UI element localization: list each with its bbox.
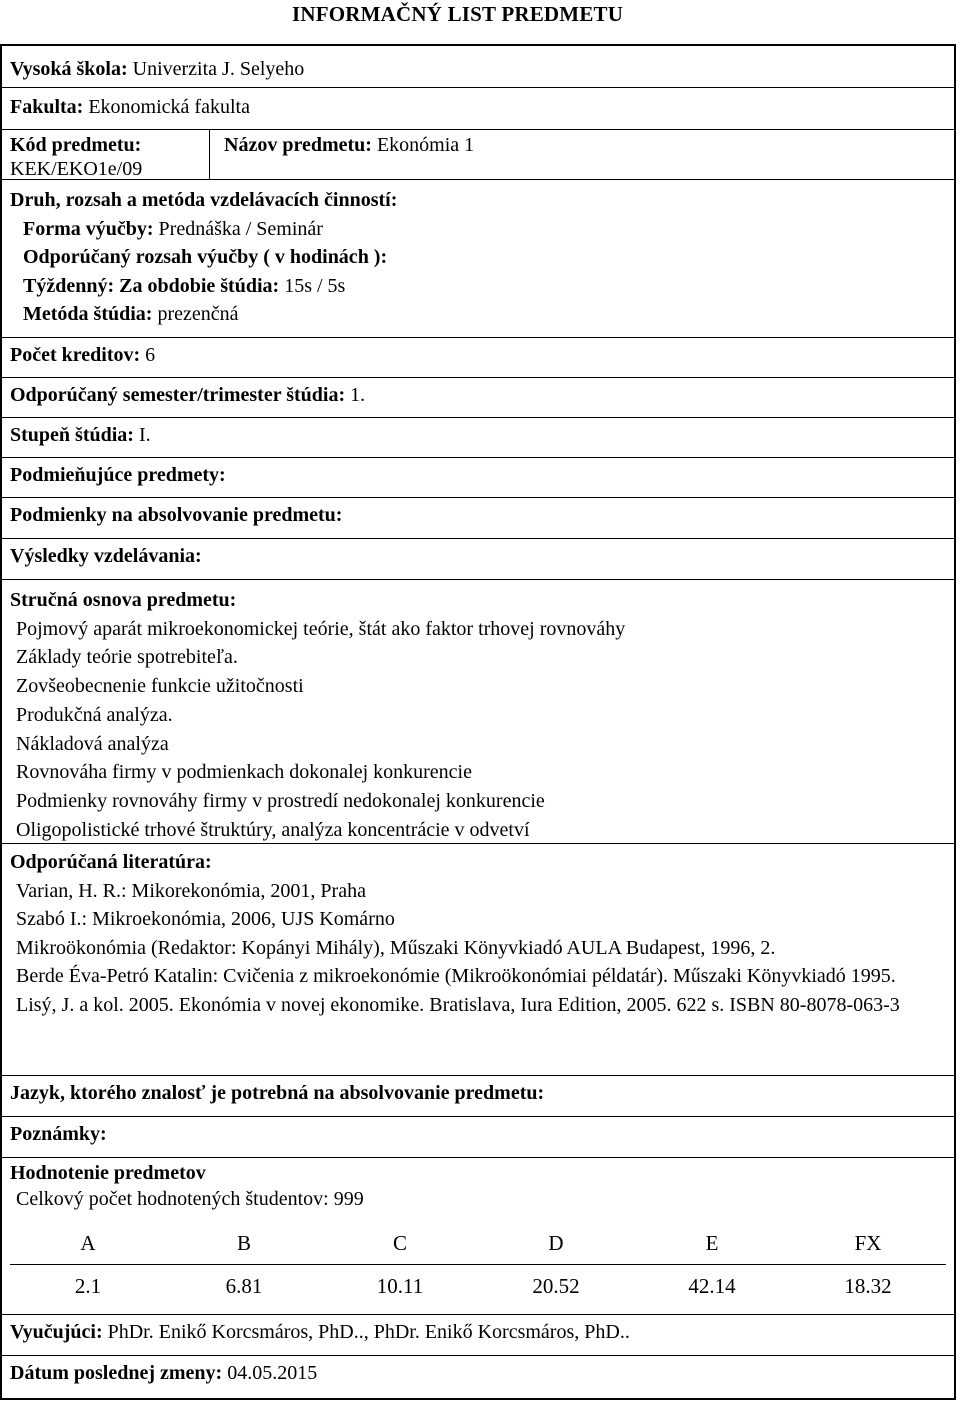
credits-value: 6 bbox=[145, 344, 156, 366]
level-row bbox=[2, 418, 954, 458]
completion-row bbox=[2, 498, 954, 539]
grade-percentage: 20.52 bbox=[532, 1273, 580, 1298]
form-label: Forma výučby: bbox=[23, 217, 154, 240]
teachers-label: Vyučujúci: bbox=[10, 1321, 103, 1343]
course-name-label: Názov predmetu: bbox=[224, 134, 372, 156]
syllabus-item: Základy teórie spotrebiteľa. bbox=[16, 646, 238, 669]
course-code-cell bbox=[2, 130, 210, 179]
literature-label: Odporúčaná literatúra: bbox=[10, 851, 212, 873]
course-code-value: KEK/EKO1e/09 bbox=[10, 158, 143, 180]
last-change-row bbox=[2, 1356, 954, 1398]
grades-table bbox=[10, 1222, 946, 1307]
teachers-value: PhDr. Enikő Korcsmáros, PhD.., PhDr. Enikő Korcsmáros, PhD.. bbox=[107, 1321, 630, 1343]
page-title: INFORMAČNÝ LIST PREDMETU bbox=[292, 2, 624, 26]
literature-item: Szabó I.: Mikroekonómia, 2006, UJS Komárno bbox=[16, 908, 395, 930]
grade-letter: D bbox=[478, 1222, 634, 1265]
level-value: I. bbox=[138, 424, 151, 446]
course-code-label: Kód predmetu: bbox=[10, 134, 142, 156]
last-change-value: 04.05.2015 bbox=[227, 1362, 318, 1384]
teachers-row bbox=[2, 1315, 954, 1356]
credits-label: Počet kreditov: bbox=[10, 344, 141, 366]
literature-item: Berde Éva-Petró Katalin: Cvičenia z mikroekonómie (Mikroökonómiai példatár). Műszaki Könyvkiadó 1995. bbox=[16, 965, 896, 987]
faculty-value: Ekonomická fakulta bbox=[88, 96, 250, 118]
course-name-cell bbox=[210, 130, 488, 179]
level-label: Stupeň štúdia: bbox=[10, 424, 134, 446]
notes-row bbox=[2, 1117, 954, 1158]
completion-label: Podmienky na absolvovanie predmetu: bbox=[10, 504, 343, 526]
grade-letter: B bbox=[166, 1222, 322, 1265]
syllabus-item: Podmienky rovnováhy firmy v prostredí nedokonalej konkurencie bbox=[16, 789, 545, 812]
activities-row bbox=[2, 180, 954, 338]
prerequisites-row bbox=[2, 458, 954, 498]
syllabus-item: Produkčná analýza. bbox=[16, 703, 173, 726]
method-line bbox=[10, 300, 946, 329]
grade-letter: A bbox=[10, 1222, 166, 1265]
outcomes-row bbox=[2, 539, 954, 580]
period-label: Za obdobie štúdia: bbox=[119, 274, 280, 297]
grade-percentage: 2.1 bbox=[74, 1273, 102, 1298]
outcomes-label: Výsledky vzdelávania: bbox=[10, 545, 202, 567]
syllabus-label: Stručná osnova predmetu: bbox=[10, 589, 237, 611]
semester-label: Odporúčaný semester/trimester štúdia: bbox=[10, 384, 346, 406]
period-value: 15s / 5s bbox=[284, 274, 346, 297]
grades-value-row bbox=[10, 1265, 946, 1308]
grades-header-row bbox=[10, 1222, 946, 1265]
grade-percentage: 42.14 bbox=[688, 1273, 736, 1298]
language-row bbox=[2, 1076, 954, 1117]
syllabus-item: Oligopolistické trhové štruktúry, analýza koncentrácie v odvetví bbox=[16, 818, 530, 841]
course-name-value: Ekonómia 1 bbox=[376, 134, 475, 156]
faculty-label: Fakulta: bbox=[10, 96, 84, 118]
evaluation-label: Hodnotenie predmetov bbox=[10, 1162, 206, 1184]
method-value: prezenčná bbox=[157, 303, 239, 325]
semester-value: 1. bbox=[350, 384, 366, 406]
syllabus-item: Nákladová analýza bbox=[16, 732, 169, 755]
notes-label: Poznámky: bbox=[10, 1123, 107, 1145]
grade-percentage: 18.32 bbox=[844, 1273, 892, 1298]
info-sheet bbox=[0, 44, 956, 1400]
range-label: Odporúčaný rozsah výučby ( v hodinách ): bbox=[23, 246, 388, 268]
prerequisites-label: Podmieňujúce predmety: bbox=[10, 464, 226, 486]
grade-letter: E bbox=[634, 1222, 790, 1265]
weekly-label: Týždenný: bbox=[23, 274, 115, 297]
literature-row bbox=[2, 844, 954, 1076]
last-change-label: Dátum poslednej zmeny: bbox=[10, 1362, 223, 1384]
evaluation-count: Celkový počet hodnotených študentov: 999 bbox=[16, 1188, 364, 1210]
literature-item: Varian, H. R.: Mikorekonómia, 2001, Praha bbox=[16, 879, 366, 902]
language-label: Jazyk, ktorého znalosť je potrebná na absolvovanie predmetu: bbox=[10, 1082, 545, 1104]
syllabus-item: Pojmový aparát mikroekonomickej teórie, štát ako faktor trhovej rovnováhy bbox=[16, 617, 626, 640]
form-value: Prednáška / Seminár bbox=[158, 217, 323, 240]
school-label: Vysoká škola: bbox=[10, 58, 128, 80]
syllabus-row bbox=[2, 580, 954, 844]
course-row bbox=[2, 130, 954, 180]
form-line bbox=[10, 215, 946, 244]
literature-item: Lisý, J. a kol. 2005. Ekonómia v novej ekonomike. Bratislava, Iura Edition, 2005. 622 s. ISBN 80-8078-063-3 bbox=[16, 993, 900, 1016]
grade-letter: C bbox=[322, 1222, 478, 1265]
credits-row bbox=[2, 338, 954, 378]
grade-letter: FX bbox=[790, 1222, 946, 1265]
grade-percentage: 10.11 bbox=[376, 1273, 424, 1298]
literature-item: Mikroökonómia (Redaktor: Kopányi Mihály), Műszaki Könyvkiadó AULA Budapest, 1996, 2. bbox=[16, 936, 776, 959]
school-value: Univerzita J. Selyeho bbox=[132, 58, 305, 80]
method-label: Metóda štúdia: bbox=[23, 303, 153, 325]
syllabus-item: Zovšeobecnenie funkcie užitočnosti bbox=[16, 675, 304, 698]
school-row bbox=[2, 46, 954, 88]
semester-row bbox=[2, 378, 954, 418]
weekly-line bbox=[10, 272, 946, 301]
grade-percentage: 6.81 bbox=[225, 1273, 263, 1298]
syllabus-item: Rovnováha firmy v podmienkach dokonalej konkurencie bbox=[16, 761, 472, 784]
activities-heading: Druh, rozsah a metóda vzdelávacích činností: bbox=[10, 189, 398, 211]
faculty-row bbox=[2, 88, 954, 130]
evaluation-row bbox=[2, 1158, 954, 1315]
